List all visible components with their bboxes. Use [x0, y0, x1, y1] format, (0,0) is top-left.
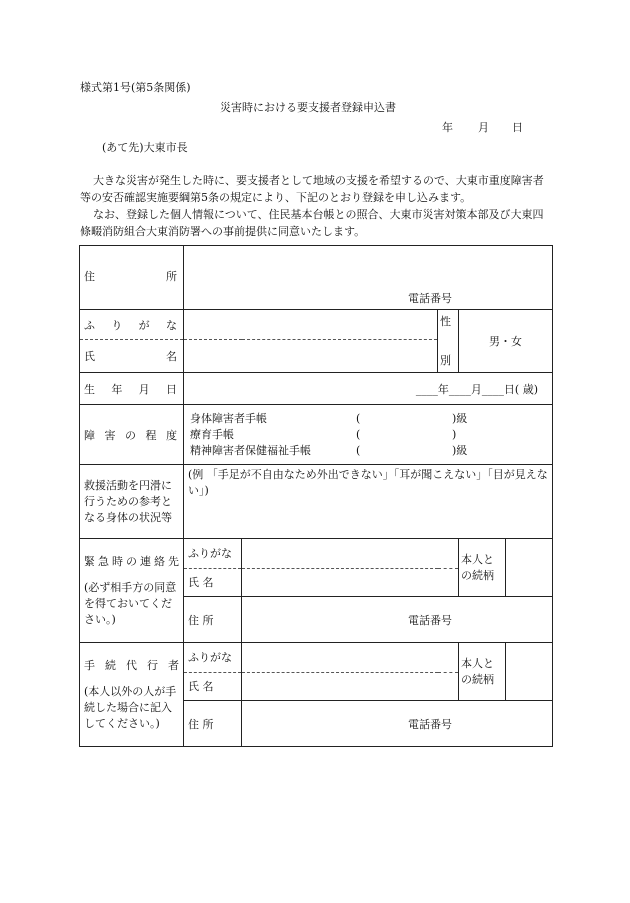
form-title: 災害時における要支援者登録申込書 — [220, 101, 396, 114]
handbook-mental — [190, 443, 548, 459]
emergency-relation-label: 本人との続柄 — [459, 539, 506, 596]
proxy-address-field[interactable] — [242, 701, 553, 747]
disability-label: 障害の程度 — [80, 405, 184, 465]
handbook-ryoiku-name: 療育手帳 — [190, 427, 234, 441]
addressee: (あて先)大東市長 — [102, 141, 188, 154]
registration-form-table — [79, 245, 553, 747]
handbook-physical-close: )級 — [452, 411, 468, 425]
address-row — [80, 246, 553, 310]
proxy-relation-label: 本人との続柄 — [459, 643, 506, 700]
name-field[interactable] — [184, 340, 438, 373]
birthdate-row — [80, 373, 553, 405]
emergency-furigana-label: ふりがな — [184, 539, 242, 569]
emergency-furigana-field[interactable] — [242, 539, 459, 569]
intro-paragraph-2: なお、登録した個人情報について、住民基本台帳との照合、大東市災害対策本部及び大東四條畷消防組合大東消防署への事前提供に同意いたします。 — [80, 208, 544, 238]
handbook-mental-close: )級 — [452, 443, 468, 457]
emergency-phone-label: 電話番号 — [408, 613, 452, 627]
address-phone-label: 電話番号 — [408, 292, 452, 305]
handbook-mental-open: ( — [356, 443, 361, 457]
proxy-label: 手続代行者 — [84, 658, 179, 672]
proxy-label-cell — [80, 643, 184, 747]
intro-paragraph-1: 大きな災害が発生した時に、要支援者として地域の支援を希望するので、大東市重度障害者等の安否確認実施要綱第5条の規定により、下記のとおり登録を申し込みます。 — [80, 174, 544, 204]
proxy-relation-field[interactable] — [506, 643, 552, 700]
date-month-label: 月 — [478, 121, 489, 134]
proxy-name-field[interactable] — [242, 672, 459, 701]
proxy-name-label: 氏 名 — [184, 672, 242, 701]
disability-field[interactable] — [184, 405, 553, 465]
birthdate-field[interactable]: ____年____月____日( 歳) — [184, 373, 553, 405]
emergency-address-label: 住 所 — [184, 597, 242, 643]
sex-label-bottom: 別 — [438, 340, 459, 373]
address-field[interactable] — [184, 246, 553, 310]
emergency-note: (必ず相手方の同意を得ておいてください。) — [84, 580, 177, 626]
condition-row — [80, 465, 553, 539]
emergency-name-label: 氏 名 — [184, 568, 242, 597]
birthdate-label: 生年月日 — [80, 373, 184, 405]
proxy-furigana-field[interactable] — [242, 643, 459, 673]
handbook-mental-name: 精神障害者保健福祉手帳 — [190, 443, 311, 457]
proxy-note: (本人以外の人が手続した場合に記入してください。) — [84, 684, 177, 730]
handbook-physical-name: 身体障害者手帳 — [190, 411, 267, 425]
emergency-label: 緊急時の連絡先 — [84, 554, 179, 568]
emergency-relation-field[interactable] — [506, 539, 552, 596]
furigana-row — [80, 310, 553, 340]
proxy-address-label: 住 所 — [184, 701, 242, 747]
emergency-relation-cell — [459, 539, 553, 597]
date-day-label: 日 — [512, 121, 523, 134]
handbook-ryoiku-open: ( — [356, 427, 361, 441]
address-label: 住所 — [80, 246, 184, 310]
emergency-furigana-row — [80, 539, 553, 569]
furigana-label: ふりがな — [80, 310, 184, 340]
proxy-phone-label: 電話番号 — [408, 717, 452, 731]
date-year-label: 年 — [442, 121, 453, 134]
condition-label: 救援活動を円滑に行うための参考となる身体の状況等 — [80, 465, 184, 539]
proxy-furigana-label: ふりがな — [184, 643, 242, 673]
handbook-ryoiku — [190, 427, 548, 443]
handbook-physical — [190, 411, 548, 427]
name-label: 氏名 — [80, 340, 184, 373]
handbook-physical-open: ( — [356, 411, 361, 425]
proxy-furigana-row — [80, 643, 553, 673]
furigana-field[interactable] — [184, 310, 438, 340]
disability-row — [80, 405, 553, 465]
proxy-relation-cell — [459, 643, 553, 701]
form-number: 様式第1号(第5条関係) — [80, 81, 191, 94]
sex-options[interactable]: 男・女 — [459, 310, 553, 373]
emergency-address-field[interactable] — [242, 597, 553, 643]
emergency-label-cell — [80, 539, 184, 643]
handbook-ryoiku-close: ) — [452, 427, 457, 441]
emergency-name-field[interactable] — [242, 568, 459, 597]
condition-field[interactable]: (例 「手足が不自由なため外出できない」「耳が聞こえない」「目が見えない」) — [184, 465, 553, 539]
sex-label-top: 性 — [438, 310, 459, 340]
